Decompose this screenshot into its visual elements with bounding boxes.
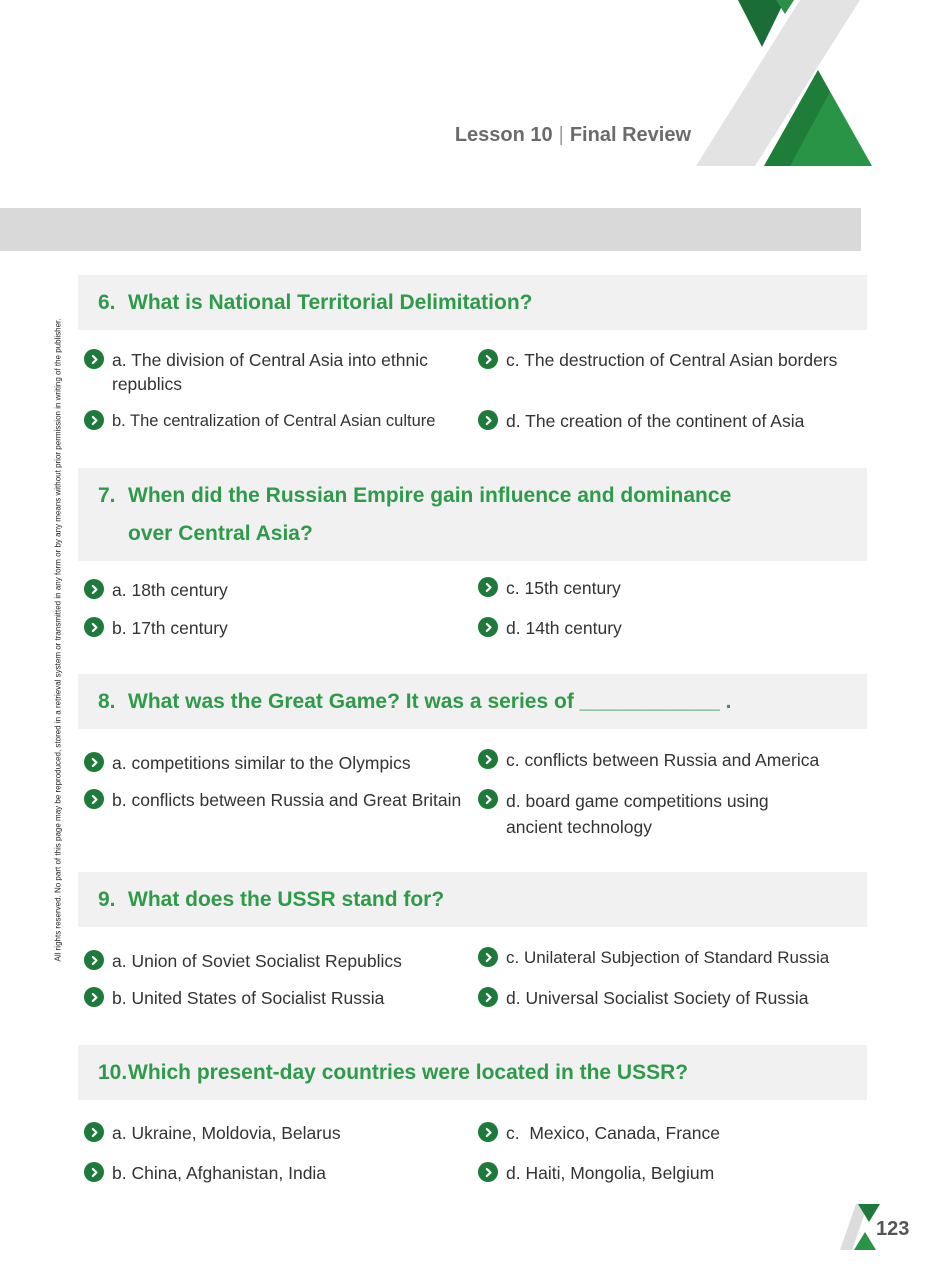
question-7-text: 7. When did the Russian Empire gain influence and dominance over Central Asia?	[98, 483, 732, 545]
chevron-right-circle-icon	[84, 617, 104, 637]
question-9-text: 9. What does the USSR stand for?	[98, 887, 445, 911]
question-9-option-a[interactable]: a. Union of Soviet Socialist Republics	[84, 949, 469, 973]
chevron-right-circle-icon	[478, 410, 498, 430]
question-6-option-a[interactable]: a. The division of Central Asia into ethnic republics	[84, 348, 469, 396]
question-6-option-d[interactable]: d. The creation of the continent of Asia	[478, 409, 858, 433]
chevron-right-circle-icon	[478, 947, 498, 967]
question-10-option-a[interactable]: a. Ukraine, Moldovia, Belarus	[84, 1121, 469, 1145]
chevron-right-circle-icon	[84, 950, 104, 970]
question-10-text: 10.Which present-day countries were located in the USSR?	[98, 1060, 689, 1084]
chevron-right-circle-icon	[84, 987, 104, 1007]
question-8-text: 8. What was the Great Game? It was a series of ____________ .	[98, 689, 732, 713]
question-10-option-d[interactable]: d. Haiti, Mongolia, Belgium	[478, 1161, 858, 1185]
question-8-option-a[interactable]: a. competitions similar to the Olympics	[84, 751, 469, 775]
chevron-right-circle-icon	[478, 749, 498, 769]
chevron-right-circle-icon	[84, 579, 104, 599]
question-6-text: 6. What is National Territorial Delimitation?	[98, 290, 533, 314]
chevron-right-circle-icon	[84, 789, 104, 809]
chevron-right-circle-icon	[478, 789, 498, 809]
question-6-option-c[interactable]: c. The destruction of Central Asian borders	[478, 348, 858, 372]
chevron-right-circle-icon	[478, 1162, 498, 1182]
chevron-right-circle-icon	[478, 617, 498, 637]
question-8	[78, 674, 867, 729]
header-grey-bar	[0, 208, 861, 251]
question-7-option-c[interactable]: c. 15th century	[478, 576, 858, 600]
chevron-right-circle-icon	[478, 1122, 498, 1142]
question-9	[78, 872, 867, 927]
question-9-option-b[interactable]: b. United States of Socialist Russia	[84, 986, 469, 1010]
question-6	[78, 275, 867, 330]
chevron-right-circle-icon	[478, 577, 498, 597]
header-separator: |	[558, 124, 564, 146]
question-8-option-d[interactable]: d. board game competitions using ancient technology	[478, 788, 828, 840]
question-7-option-a[interactable]: a. 18th century	[84, 578, 469, 602]
question-7-option-d[interactable]: d. 14th century	[478, 616, 858, 640]
question-9-option-d[interactable]: d. Universal Socialist Society of Russia	[478, 986, 868, 1010]
question-10-option-b[interactable]: b. China, Afghanistan, India	[84, 1161, 469, 1185]
page-header	[455, 124, 691, 147]
corner-logo-icon	[690, 0, 890, 170]
chevron-right-circle-icon	[478, 349, 498, 369]
question-7	[78, 468, 867, 561]
chevron-right-circle-icon	[478, 987, 498, 1007]
question-8-option-c[interactable]: c. conflicts between Russia and America	[478, 748, 868, 772]
chevron-right-circle-icon	[84, 410, 104, 430]
section-label: Final Review	[569, 124, 691, 146]
copyright-note: All rights reserved. No part of this page may be reproduced, stored in a retrieval system or transmitted in any form or by any means without prior permission in writing of the publisher.	[53, 318, 63, 962]
page-number: 123	[876, 1218, 910, 1240]
question-8-option-b[interactable]: b. conflicts between Russia and Great Britain	[84, 788, 464, 812]
question-6-option-b[interactable]: b. The centralization of Central Asian culture	[84, 409, 469, 433]
chevron-right-circle-icon	[84, 1122, 104, 1142]
chevron-right-circle-icon	[84, 349, 104, 369]
question-7-option-b[interactable]: b. 17th century	[84, 616, 469, 640]
question-10-option-c[interactable]: c. Mexico, Canada, France	[478, 1121, 858, 1145]
chevron-right-circle-icon	[84, 752, 104, 772]
chevron-right-circle-icon	[84, 1162, 104, 1182]
question-10	[78, 1045, 867, 1100]
lesson-label: Lesson 10	[454, 124, 553, 146]
question-9-option-c[interactable]: c. Unilateral Subjection of Standard Russia	[478, 946, 878, 970]
